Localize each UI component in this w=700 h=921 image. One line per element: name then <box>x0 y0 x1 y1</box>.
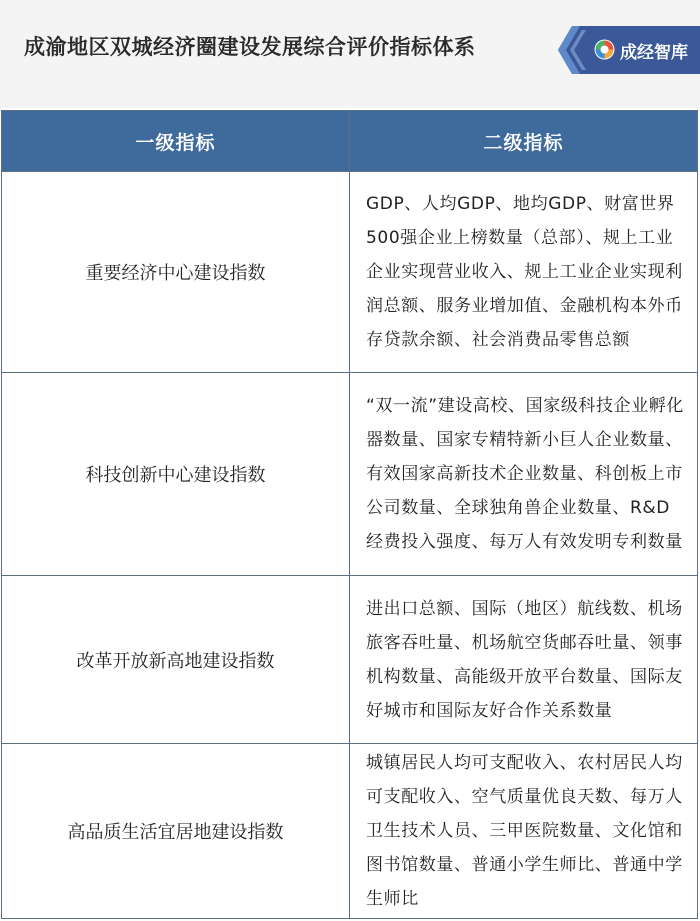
level2-indicators: 进出口总额、国际（地区）航线数、机场旅客吞吐量、机场航空货邮吞吐量、领事机构数量、高能级开放平台数量、国际友好城市和国际友好合作关系数量 <box>350 576 698 744</box>
brand-badge <box>558 26 700 74</box>
table-row <box>2 576 698 744</box>
level1-indicator: 重要经济中心建设指数 <box>2 172 350 373</box>
page-header <box>0 0 700 108</box>
table-row <box>2 172 698 373</box>
page-title: 成渝地区双城经济圈建设发展综合评价指标体系 <box>24 35 476 59</box>
level1-indicator: 改革开放新高地建设指数 <box>2 576 350 744</box>
column-header-level1: 一级指标 <box>2 111 350 172</box>
index-table <box>1 110 698 919</box>
level2-indicators: “双一流”建设高校、国家级科技企业孵化器数量、国家专精特新小巨人企业数量、有效国家高新技术企业数量、科创板上市公司数量、全球独角兽企业数量、R&D经费投入强度、每万人有效发明专利数量 <box>350 373 698 576</box>
table-row <box>2 744 698 919</box>
table-header-row <box>2 111 698 172</box>
cheng-jing-logo-icon <box>594 39 615 60</box>
level1-indicator: 高品质生活宜居地建设指数 <box>2 744 350 919</box>
level2-indicators: GDP、人均GDP、地均GDP、财富世界500强企业上榜数量（总部）、规上工业企业实现营业收入、规上工业企业实现利润总额、服务业增加值、金融机构本外币存贷款余额、社会消费品零售总额 <box>350 172 698 373</box>
brand-name: 成经智库 <box>620 43 688 63</box>
level2-indicators: 城镇居民人均可支配收入、农村居民人均可支配收入、空气质量优良天数、每万人卫生技术人员、三甲医院数量、文化馆和图书馆数量、普通小学生师比、普通中学生师比 <box>350 744 698 919</box>
table-row <box>2 373 698 576</box>
column-header-level2: 二级指标 <box>350 111 698 172</box>
level1-indicator: 科技创新中心建设指数 <box>2 373 350 576</box>
